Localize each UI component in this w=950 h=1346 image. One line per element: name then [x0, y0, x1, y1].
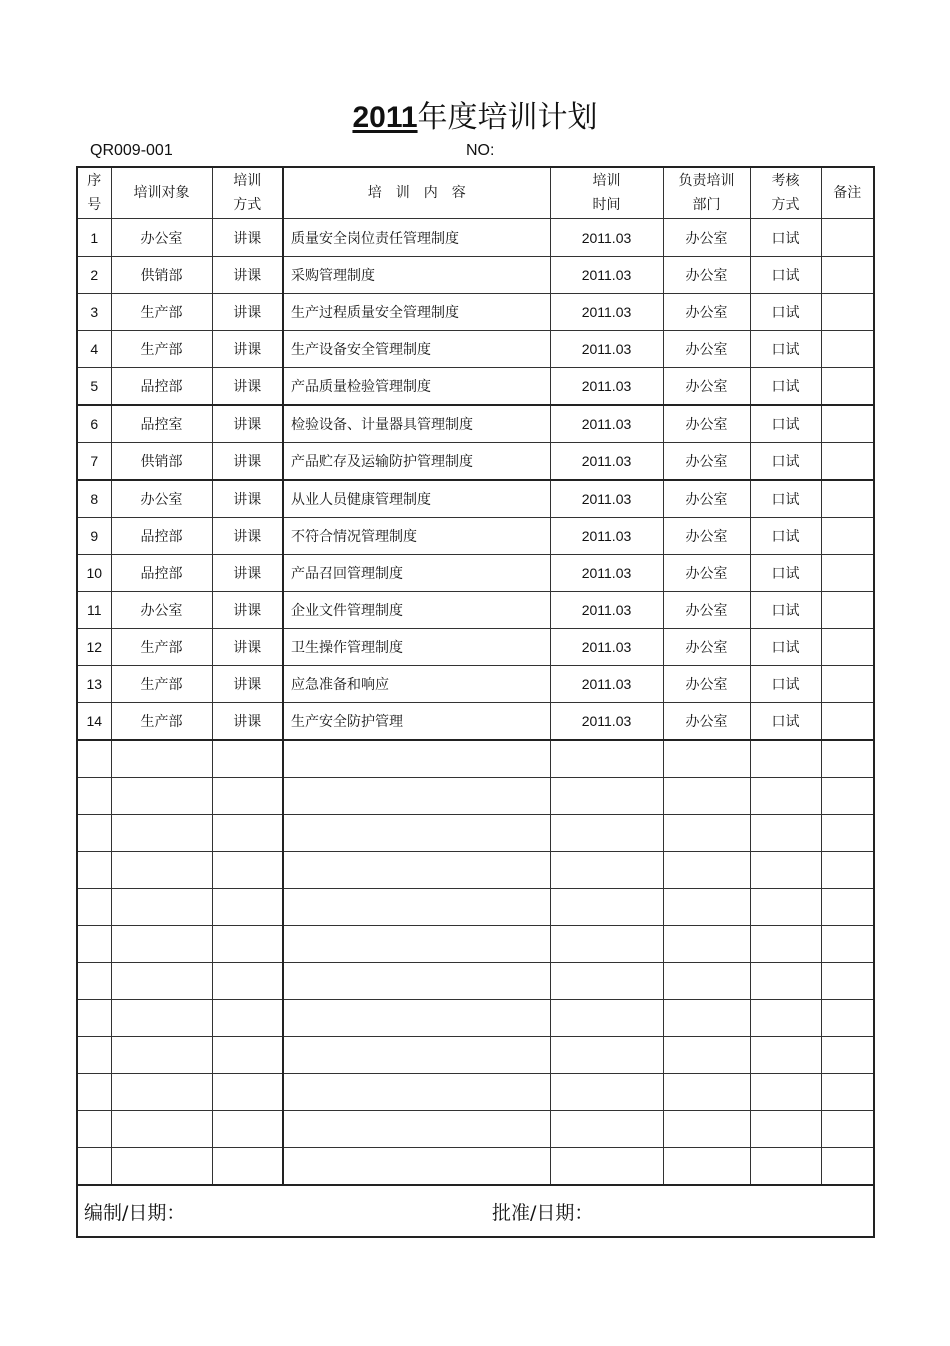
row-dept: [663, 778, 750, 815]
row-target: 供销部: [111, 257, 212, 294]
row-dept: [663, 1148, 750, 1186]
row-remark: [821, 926, 874, 963]
row-exam: [750, 926, 821, 963]
blank-row: [77, 1000, 874, 1037]
blank-row: [77, 815, 874, 852]
row-target: 供销部: [111, 443, 212, 481]
row-time: [550, 963, 663, 1000]
header-method: 培训 方式: [212, 167, 283, 219]
table-row: [77, 443, 874, 481]
row-exam: 口试: [750, 331, 821, 368]
row-dept: 办公室: [663, 294, 750, 331]
row-content: 产品召回管理制度: [283, 555, 550, 592]
row-remark: [821, 443, 874, 481]
blank-row: [77, 1111, 874, 1148]
row-remark: [821, 703, 874, 741]
row-number: 6: [77, 405, 111, 443]
row-method: 讲课: [212, 443, 283, 481]
header-target: 培训对象: [111, 167, 212, 219]
row-number: 14: [77, 703, 111, 741]
row-exam: [750, 1148, 821, 1186]
row-remark: [821, 480, 874, 518]
row-time: 2011.03: [550, 480, 663, 518]
row-method: [212, 778, 283, 815]
row-number: 3: [77, 294, 111, 331]
table-row: [77, 405, 874, 443]
row-remark: [821, 740, 874, 778]
row-content: 应急准备和响应: [283, 666, 550, 703]
row-number: [77, 778, 111, 815]
row-method: 讲课: [212, 555, 283, 592]
row-method: [212, 740, 283, 778]
row-target: 办公室: [111, 219, 212, 257]
row-number: [77, 963, 111, 1000]
row-method: [212, 1148, 283, 1186]
row-remark: [821, 1037, 874, 1074]
row-dept: 办公室: [663, 592, 750, 629]
table-row: [77, 592, 874, 629]
row-content: 卫生操作管理制度: [283, 629, 550, 666]
row-remark: [821, 592, 874, 629]
row-method: 讲课: [212, 592, 283, 629]
row-time: [550, 852, 663, 889]
row-remark: [821, 963, 874, 1000]
row-number: 7: [77, 443, 111, 481]
header-dept: 负责培训 部门: [663, 167, 750, 219]
row-number: 11: [77, 592, 111, 629]
row-exam: 口试: [750, 629, 821, 666]
row-target: 品控部: [111, 368, 212, 406]
blank-row: [77, 963, 874, 1000]
row-exam: 口试: [750, 443, 821, 481]
row-remark: [821, 629, 874, 666]
row-target: [111, 1074, 212, 1111]
row-method: 讲课: [212, 666, 283, 703]
row-number: [77, 1111, 111, 1148]
row-dept: [663, 1037, 750, 1074]
row-dept: 办公室: [663, 443, 750, 481]
row-time: 2011.03: [550, 219, 663, 257]
row-exam: 口试: [750, 518, 821, 555]
row-content: 采购管理制度: [283, 257, 550, 294]
row-number: 9: [77, 518, 111, 555]
row-method: 讲课: [212, 257, 283, 294]
row-content: [283, 1000, 550, 1037]
row-exam: [750, 1074, 821, 1111]
table-row: [77, 257, 874, 294]
table-row: [77, 331, 874, 368]
row-target: 生产部: [111, 666, 212, 703]
row-content: [283, 889, 550, 926]
blank-row: [77, 1074, 874, 1111]
signature-row: [77, 1185, 874, 1237]
row-number: [77, 852, 111, 889]
row-method: [212, 815, 283, 852]
row-method: [212, 1111, 283, 1148]
row-number: 1: [77, 219, 111, 257]
table-row: [77, 219, 874, 257]
row-content: [283, 740, 550, 778]
row-method: 讲课: [212, 294, 283, 331]
row-target: [111, 1111, 212, 1148]
row-dept: [663, 815, 750, 852]
blank-row: [77, 926, 874, 963]
blank-row: [77, 1148, 874, 1186]
row-time: 2011.03: [550, 592, 663, 629]
row-content: 质量安全岗位责任管理制度: [283, 219, 550, 257]
row-target: [111, 926, 212, 963]
row-content: [283, 926, 550, 963]
row-content: [283, 815, 550, 852]
row-remark: [821, 852, 874, 889]
row-method: 讲课: [212, 368, 283, 406]
row-remark: [821, 778, 874, 815]
row-exam: 口试: [750, 294, 821, 331]
row-method: [212, 926, 283, 963]
row-target: 办公室: [111, 480, 212, 518]
row-exam: [750, 1111, 821, 1148]
row-time: [550, 1074, 663, 1111]
blank-row: [77, 852, 874, 889]
row-target: [111, 889, 212, 926]
row-target: [111, 1000, 212, 1037]
row-exam: [750, 963, 821, 1000]
row-number: [77, 1037, 111, 1074]
training-plan-table: [76, 166, 875, 1238]
document-number-label: NO:: [466, 142, 495, 159]
row-method: [212, 1000, 283, 1037]
row-target: 生产部: [111, 331, 212, 368]
row-number: 5: [77, 368, 111, 406]
row-dept: [663, 926, 750, 963]
row-dept: 办公室: [663, 405, 750, 443]
row-remark: [821, 1000, 874, 1037]
row-content: [283, 852, 550, 889]
blank-row: [77, 778, 874, 815]
row-target: 办公室: [111, 592, 212, 629]
row-remark: [821, 815, 874, 852]
row-remark: [821, 219, 874, 257]
row-dept: [663, 852, 750, 889]
row-target: [111, 1148, 212, 1186]
row-number: [77, 889, 111, 926]
row-remark: [821, 889, 874, 926]
row-method: 讲课: [212, 405, 283, 443]
row-exam: [750, 815, 821, 852]
table-row: [77, 368, 874, 406]
row-time: 2011.03: [550, 703, 663, 741]
row-content: [283, 778, 550, 815]
row-remark: [821, 666, 874, 703]
header-remark: 备注: [821, 167, 874, 219]
row-exam: 口试: [750, 666, 821, 703]
row-remark: [821, 518, 874, 555]
row-dept: 办公室: [663, 703, 750, 741]
row-target: [111, 740, 212, 778]
row-number: 8: [77, 480, 111, 518]
row-dept: 办公室: [663, 518, 750, 555]
row-method: [212, 1074, 283, 1111]
row-number: [77, 815, 111, 852]
page-title: [0, 98, 950, 138]
row-dept: 办公室: [663, 629, 750, 666]
approved-by-label: 批准/日期：: [492, 1201, 594, 1224]
row-dept: 办公室: [663, 368, 750, 406]
row-time: 2011.03: [550, 294, 663, 331]
table-body: [77, 219, 874, 1186]
row-time: 2011.03: [550, 518, 663, 555]
row-number: 12: [77, 629, 111, 666]
table-row: [77, 555, 874, 592]
table-row: [77, 294, 874, 331]
row-content: 生产安全防护管理: [283, 703, 550, 741]
row-exam: 口试: [750, 219, 821, 257]
row-number: [77, 1000, 111, 1037]
document-code: QR009-001: [90, 142, 173, 159]
row-remark: [821, 331, 874, 368]
row-time: [550, 926, 663, 963]
row-target: 品控室: [111, 405, 212, 443]
row-exam: [750, 889, 821, 926]
row-exam: 口试: [750, 405, 821, 443]
row-dept: [663, 1000, 750, 1037]
row-method: 讲课: [212, 629, 283, 666]
row-dept: 办公室: [663, 257, 750, 294]
row-exam: [750, 1000, 821, 1037]
row-exam: 口试: [750, 703, 821, 741]
row-target: [111, 1037, 212, 1074]
row-remark: [821, 1111, 874, 1148]
row-dept: [663, 1111, 750, 1148]
row-content: [283, 963, 550, 1000]
row-remark: [821, 1074, 874, 1111]
row-time: 2011.03: [550, 331, 663, 368]
table-row: [77, 629, 874, 666]
row-method: 讲课: [212, 331, 283, 368]
row-dept: [663, 963, 750, 1000]
table-row: [77, 518, 874, 555]
row-method: 讲课: [212, 480, 283, 518]
row-time: [550, 740, 663, 778]
row-time: [550, 1000, 663, 1037]
blank-row: [77, 889, 874, 926]
row-remark: [821, 368, 874, 406]
table-row: [77, 480, 874, 518]
row-number: 10: [77, 555, 111, 592]
row-dept: 办公室: [663, 331, 750, 368]
row-content: 企业文件管理制度: [283, 592, 550, 629]
row-dept: 办公室: [663, 666, 750, 703]
row-content: 从业人员健康管理制度: [283, 480, 550, 518]
row-exam: 口试: [750, 555, 821, 592]
blank-row: [77, 740, 874, 778]
row-time: [550, 815, 663, 852]
row-target: [111, 852, 212, 889]
row-exam: [750, 778, 821, 815]
row-exam: [750, 740, 821, 778]
row-number: [77, 926, 111, 963]
row-remark: [821, 1148, 874, 1186]
row-target: [111, 963, 212, 1000]
row-time: 2011.03: [550, 368, 663, 406]
row-content: 产品贮存及运输防护管理制度: [283, 443, 550, 481]
row-number: [77, 740, 111, 778]
row-dept: 办公室: [663, 480, 750, 518]
header-exam: 考核 方式: [750, 167, 821, 219]
prepared-by-label: 编制/日期：: [84, 1201, 186, 1224]
row-remark: [821, 555, 874, 592]
row-number: [77, 1074, 111, 1111]
row-target: 品控部: [111, 518, 212, 555]
row-time: [550, 1037, 663, 1074]
row-method: [212, 889, 283, 926]
row-method: 讲课: [212, 518, 283, 555]
row-target: [111, 778, 212, 815]
row-exam: 口试: [750, 368, 821, 406]
row-content: [283, 1148, 550, 1186]
row-dept: [663, 740, 750, 778]
signature-cell: [77, 1185, 874, 1237]
row-exam: [750, 852, 821, 889]
row-target: 生产部: [111, 294, 212, 331]
row-time: 2011.03: [550, 443, 663, 481]
header-content: 培 训 内 容: [283, 167, 550, 219]
row-content: [283, 1037, 550, 1074]
row-content: [283, 1074, 550, 1111]
row-method: [212, 1037, 283, 1074]
row-exam: 口试: [750, 480, 821, 518]
row-content: 产品质量检验管理制度: [283, 368, 550, 406]
row-target: 品控部: [111, 555, 212, 592]
title-year: 2011: [352, 101, 418, 134]
row-content: [283, 1111, 550, 1148]
row-method: [212, 852, 283, 889]
blank-row: [77, 1037, 874, 1074]
table-row: [77, 703, 874, 741]
row-number: 13: [77, 666, 111, 703]
table-row: [77, 666, 874, 703]
row-method: [212, 963, 283, 1000]
row-number: [77, 1148, 111, 1186]
row-content: 不符合情况管理制度: [283, 518, 550, 555]
row-time: [550, 778, 663, 815]
row-time: 2011.03: [550, 629, 663, 666]
row-time: 2011.03: [550, 555, 663, 592]
row-number: 2: [77, 257, 111, 294]
row-content: 生产过程质量安全管理制度: [283, 294, 550, 331]
row-time: [550, 889, 663, 926]
header-time: 培训 时间: [550, 167, 663, 219]
row-exam: 口试: [750, 592, 821, 629]
row-number: 4: [77, 331, 111, 368]
row-content: 检验设备、计量器具管理制度: [283, 405, 550, 443]
row-target: 生产部: [111, 703, 212, 741]
row-time: [550, 1148, 663, 1186]
row-remark: [821, 294, 874, 331]
row-time: 2011.03: [550, 666, 663, 703]
title-text: 年度培训计划: [417, 100, 598, 135]
row-method: 讲课: [212, 219, 283, 257]
row-remark: [821, 257, 874, 294]
row-target: 生产部: [111, 629, 212, 666]
row-exam: [750, 1037, 821, 1074]
row-time: 2011.03: [550, 257, 663, 294]
row-time: [550, 1111, 663, 1148]
row-exam: 口试: [750, 257, 821, 294]
row-remark: [821, 405, 874, 443]
row-dept: 办公室: [663, 555, 750, 592]
row-dept: 办公室: [663, 219, 750, 257]
row-dept: [663, 1074, 750, 1111]
header-seq: 序 号: [77, 167, 111, 219]
header-row: [77, 167, 874, 219]
row-content: 生产设备安全管理制度: [283, 331, 550, 368]
row-target: [111, 815, 212, 852]
row-time: 2011.03: [550, 405, 663, 443]
row-method: 讲课: [212, 703, 283, 741]
row-dept: [663, 889, 750, 926]
